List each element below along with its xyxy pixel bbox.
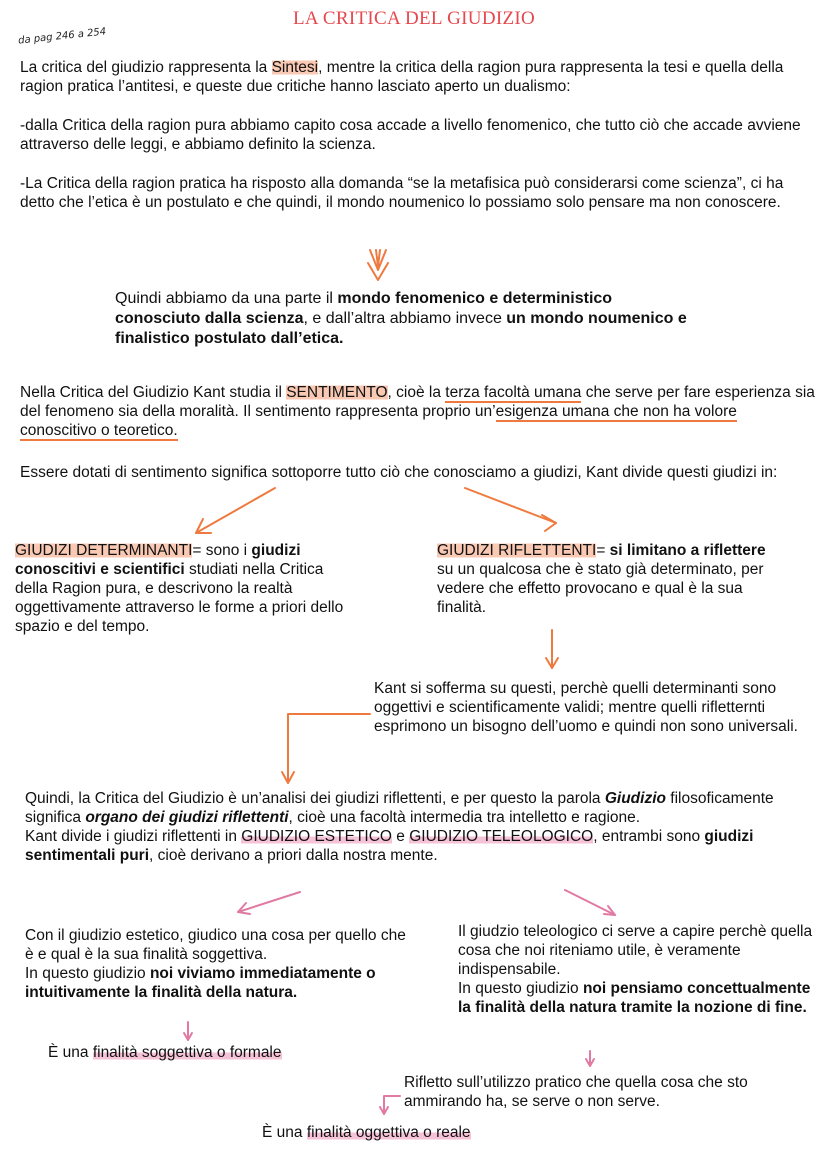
pages-note: da pag 246 a 254	[17, 26, 107, 47]
riflettenti-block: GIUDIZI RIFLETTENTI= si limitano a riflettere su un qualcosa che è stato già determinato, per vedere che effetto provocano e qual è la sua finalità.	[437, 542, 766, 616]
arrow-to-estetico-icon	[238, 892, 300, 912]
double-down-arrow-icon	[368, 250, 388, 280]
elbow-arrow-to-analisi-icon	[288, 714, 370, 783]
arrowhead-kant-note-icon	[546, 658, 558, 668]
teleologico-block: Il giudzio teleologico ci serve a capire perchè quella cosa che noi riteniamo utile, è veramente indispensabile. In questo giudizio noi pensiamo concettualmente la finalità della natura tramite la nozione di fine.	[458, 923, 813, 1016]
determinanti-block: GIUDIZI DETERMINANTI= sono i giudizi conoscitivi e scientifici studiati nella Critica della Ragion pura, e descrivono la realtà oggettivamente attraverso le forme a priori dello spazio e del tempo.	[15, 542, 344, 635]
elbow-arrow-to-teleologico-result-icon	[384, 1096, 400, 1114]
page-title: LA CRITICA DEL GIUDIZIO	[292, 8, 536, 29]
teleologico-note: Rifletto sull’utilizzo pratico che quella cosa che sto ammirando ha, se serve o non serve.	[404, 1074, 748, 1110]
arrowhead-analisi-icon	[282, 772, 294, 783]
analisi-paragraph: Quindi, la Critica del Giudizio è un’analisi dei giudizi riflettenti, e per questo la parola Giudizio filosoficamente significa organo dei giudizi riflettenti, cioè una facoltà intermedia tra intelletto e ragione. Kant divide i giudizi riflettenti in GIUDIZIO ESTETICO e GIUDIZIO TELEOLOGICO, entrambi sono giudizi sentimentali puri, cioè derivano a priori dalla nostra mente.	[25, 790, 774, 864]
arrowhead-estetico-result-icon	[184, 1033, 192, 1040]
arrowhead-riflettenti-icon	[542, 515, 556, 531]
estetico-result: È una finalità soggettiva o formale	[48, 1044, 282, 1061]
kant-note: Kant si sofferma su questi, perchè quelli determinanti sono oggettivi e scientificamente validi; mentre quelli rifletternti esprimono un bisogno dell’uomo e quindi non sono universali.	[374, 680, 798, 735]
intro-section	[20, 58, 816, 212]
arrowhead-determinanti-icon	[196, 519, 211, 533]
conclusion-block: Quindi abbiamo da una parte il mondo fenomenico e deterministico conosciuto dalla scienza, e dall’altra abbiamo invece un mondo noumenico e finalistico postulato dall’etica.	[115, 290, 687, 347]
arrowhead-teleologico-icon	[604, 906, 615, 915]
arrowhead-teleologico-note-icon	[586, 1059, 594, 1066]
intro-paragraph-2: -dalla Critica della ragion pura abbiamo capito cosa accade a livello fenomenico, che tutto ciò che accade avviene attraverso delle leggi, e abbiamo definito la scienza.	[20, 117, 801, 153]
arrow-to-teleologico-icon	[565, 890, 615, 915]
arrow-to-riflettenti-icon	[465, 488, 556, 523]
intro-paragraph-3: -La Critica della ragion pratica ha risposto alla domanda “se la metafisica può considerarsi come scienza”, ci ha detto che l’etica è un postulato e che quindi, il mondo noumenico lo possiamo solo pensare ma non conoscere.	[20, 175, 784, 211]
estetico-block: Con il giudizio estetico, giudico una cosa per quello che è e qual è la sua finalità soggettiva. In questo giudizio noi viviamo immediatamente o intuitivamente la finalità della natura.	[25, 927, 406, 1001]
arrowhead-estetico-icon	[238, 903, 250, 914]
judgments-intro: Essere dotati di sentimento significa sottoporre tutto ciò che conosciamo a giudizi, Kant divide questi giudizi in:	[20, 464, 778, 481]
sentimento-paragraph: Nella Critica del Giudizio Kant studia il SENTIMENTO, cioè la terza facoltà umana che serve per fare esperienza sia del fenomeno sia della moralità. Il sentimento rappresenta proprio un’esigenza umana che non ha volore conoscitivo o teoretico.	[20, 384, 815, 439]
arrow-to-determinanti-icon	[196, 488, 275, 533]
arrowhead-teleologico-result-icon	[380, 1107, 388, 1114]
intro-paragraph-1: La critica del giudizio rappresenta la Sintesi, mentre la critica della ragion pura rappresenta la tesi e quella della ragion pratica l’antitesi, e queste due critiche hanno lasciato aperto un dualismo:	[20, 59, 784, 95]
teleologico-result: È una finalità oggettiva o reale	[262, 1124, 471, 1141]
